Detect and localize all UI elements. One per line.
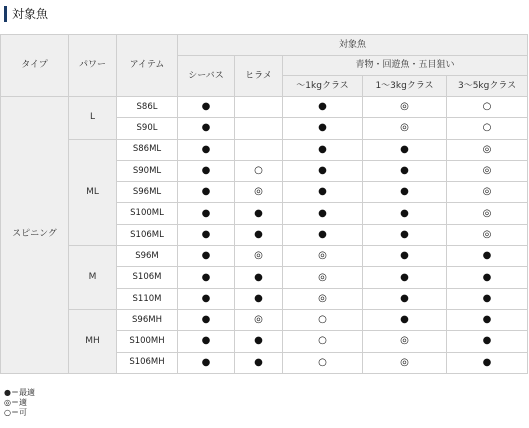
rating-cell (235, 118, 283, 139)
rating-cell: ○ (235, 160, 283, 181)
rating-cell: ◎ (363, 331, 447, 352)
rating-cell: ● (283, 203, 363, 224)
col-power: パワー (69, 35, 117, 97)
rating-cell: ● (363, 139, 447, 160)
rating-cell: ◎ (235, 182, 283, 203)
rating-cell: ● (447, 352, 528, 373)
col-class-1-3kg: 1〜3kgクラス (363, 76, 447, 97)
rating-cell: ● (363, 309, 447, 330)
rating-cell: ◎ (283, 267, 363, 288)
col-seabass: シーバス (178, 56, 235, 97)
section-title: 対象魚 (4, 6, 48, 22)
rating-cell: ● (235, 224, 283, 245)
table-header (1, 35, 528, 97)
item-cell: S96MH (117, 309, 178, 330)
rating-cell: ◎ (447, 160, 528, 181)
power-cell: MH (69, 309, 117, 373)
item-cell: S110M (117, 288, 178, 309)
table-row (1, 97, 528, 118)
rating-cell: ● (178, 267, 235, 288)
rating-cell: ● (363, 203, 447, 224)
rating-cell: ● (235, 331, 283, 352)
rating-cell: ● (178, 309, 235, 330)
rating-cell: ● (363, 182, 447, 203)
rating-cell: ◎ (283, 288, 363, 309)
rating-cell: ● (283, 97, 363, 118)
col-hirame: ヒラメ (235, 56, 283, 97)
rating-cell: ● (178, 118, 235, 139)
rating-cell: ● (447, 267, 528, 288)
rating-cell: ● (363, 267, 447, 288)
rating-cell: ● (363, 224, 447, 245)
rating-cell: ● (283, 118, 363, 139)
rating-cell: ◎ (363, 97, 447, 118)
rating-cell: ● (178, 288, 235, 309)
power-cell: ML (69, 139, 117, 245)
rating-cell: ● (447, 246, 528, 267)
table-body (1, 97, 528, 374)
rating-cell: ● (178, 224, 235, 245)
rating-cell: ● (283, 139, 363, 160)
rating-cell: ◎ (283, 246, 363, 267)
rating-cell: ○ (447, 118, 528, 139)
legend-good: ◎＝適 (4, 398, 27, 407)
col-type: タイプ (1, 35, 69, 97)
item-cell: S106MH (117, 352, 178, 373)
col-bluefish-group: 青物・回遊魚・五目狙い (283, 56, 528, 76)
col-item: アイテム (117, 35, 178, 97)
col-class-3-5kg: 3〜5kgクラス (447, 76, 528, 97)
item-cell: S106ML (117, 224, 178, 245)
rating-cell: ● (178, 246, 235, 267)
rating-cell: ● (178, 160, 235, 181)
rating-cell: ◎ (447, 224, 528, 245)
rating-cell: ● (178, 97, 235, 118)
rating-cell: ● (363, 288, 447, 309)
item-cell: S90ML (117, 160, 178, 181)
type-cell: スピニング (1, 97, 69, 374)
rating-cell: ○ (283, 352, 363, 373)
item-cell: S106M (117, 267, 178, 288)
rating-cell: ● (283, 182, 363, 203)
rating-cell: ● (178, 331, 235, 352)
power-cell: M (69, 246, 117, 310)
legend (4, 388, 35, 418)
target-fish-table (0, 34, 528, 374)
rating-cell (235, 139, 283, 160)
rating-cell: ● (235, 203, 283, 224)
power-cell: L (69, 97, 117, 140)
rating-cell: ● (363, 246, 447, 267)
rating-cell: ● (178, 139, 235, 160)
rating-cell: ◎ (447, 203, 528, 224)
rating-cell: ◎ (235, 246, 283, 267)
rating-cell: ● (178, 352, 235, 373)
rating-cell: ◎ (235, 309, 283, 330)
rating-cell: ● (447, 309, 528, 330)
table-row (1, 139, 528, 160)
rating-cell: ● (283, 160, 363, 181)
item-cell: S100ML (117, 203, 178, 224)
rating-cell: ◎ (363, 118, 447, 139)
item-cell: S96ML (117, 182, 178, 203)
legend-ok: ○＝可 (4, 408, 27, 417)
col-target-fish: 対象魚 (178, 35, 528, 56)
rating-cell: ● (235, 352, 283, 373)
rating-cell: ◎ (447, 182, 528, 203)
item-cell: S96M (117, 246, 178, 267)
rating-cell: ● (447, 331, 528, 352)
rating-cell: ● (283, 224, 363, 245)
rating-cell (235, 97, 283, 118)
legend-best: ●＝最適 (4, 388, 35, 397)
rating-cell: ● (447, 288, 528, 309)
rating-cell: ◎ (363, 352, 447, 373)
rating-cell: ○ (283, 309, 363, 330)
rating-cell: ○ (283, 331, 363, 352)
item-cell: S100MH (117, 331, 178, 352)
rating-cell: ● (363, 160, 447, 181)
rating-cell: ◎ (447, 139, 528, 160)
rating-cell: ● (235, 288, 283, 309)
rating-cell: ● (178, 182, 235, 203)
table-row (1, 246, 528, 267)
rating-cell: ● (235, 267, 283, 288)
item-cell: S86L (117, 97, 178, 118)
col-class-1kg: 〜1kgクラス (283, 76, 363, 97)
item-cell: S90L (117, 118, 178, 139)
rating-cell: ○ (447, 97, 528, 118)
item-cell: S86ML (117, 139, 178, 160)
table-row (1, 309, 528, 330)
rating-cell: ● (178, 203, 235, 224)
